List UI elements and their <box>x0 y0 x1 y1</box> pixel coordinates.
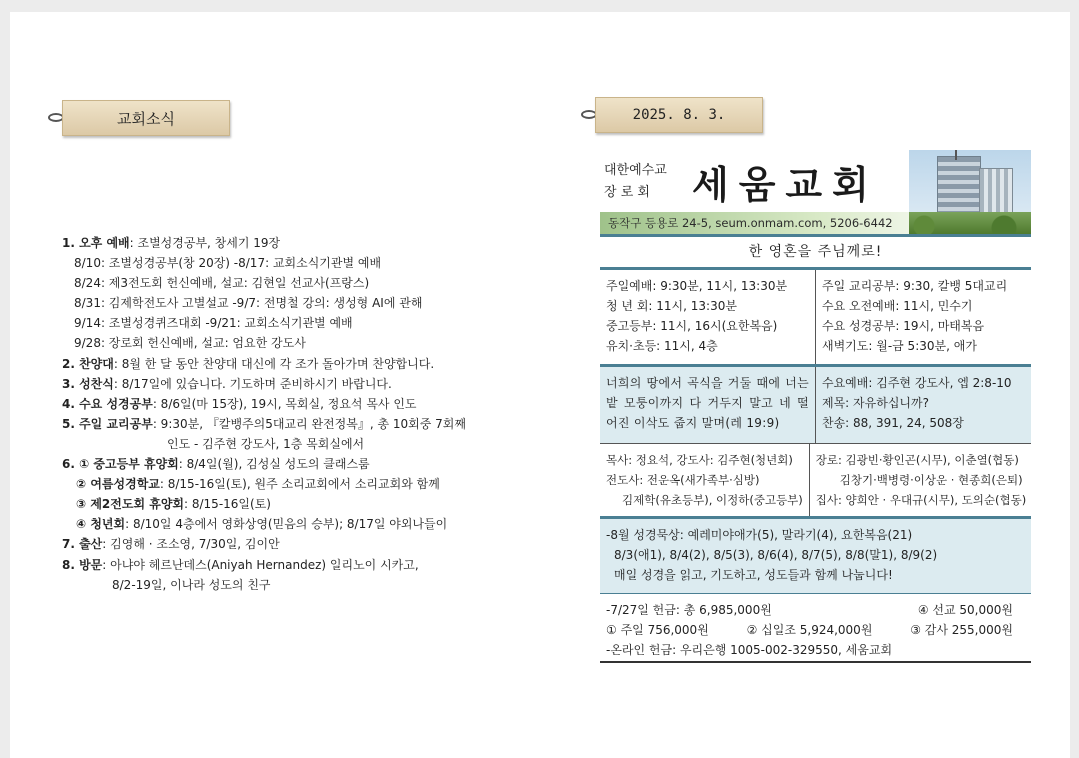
news-item: 1. 오후 예배: 조별성경공부, 창세기 19장 <box>62 236 281 250</box>
church-address: 동작구 등용로 24-5, seum.onmam.com, 5206-6442 <box>600 212 910 234</box>
news-item: 5. 주일 교리공부: 9:30분, 『칼뱅주의5대교리 완전정복』, 총 10회중 7회째 <box>62 416 466 431</box>
bulletin-date: 2025. 8. 3. <box>632 107 726 123</box>
staff-elders: 장로: 김광빈·황인곤(시무), 이춘열(협동) 김창기·백병령·이상운 · 현종희(은퇴) 집사: 양희안 · 우대규(시무), 도의순(협동) <box>809 444 1032 516</box>
news-item: 6. ① 중고등부 휴양회: 8/4일(월), 김성실 성도의 클래스룸 <box>62 457 370 472</box>
section-tab-church-news <box>62 100 230 136</box>
news-item: 8/2-19일, 이나라 성도의 친구 <box>112 577 271 592</box>
church-motto: 한 영혼을 주님께로! <box>600 234 1031 270</box>
online-offering: -온라인 헌금: 우리은행 1005-002-329550, 세움교회 <box>606 643 893 657</box>
offering-items-row: ① 주일 756,000원 ② 십일조 5,924,000원 ③ 감사 255,000원 <box>606 623 1013 637</box>
news-item: 9/14: 조별성경퀴즈대회 -9/21: 교회소식기관별 예배 <box>74 316 353 331</box>
section-title: 교회소식 <box>117 109 175 128</box>
schedule-right: 주일 교리공부: 9:30, 칼뱅 5대교리 수요 오전예배: 11시, 민수기 수요 성경공부: 19시, 마태복음 새벽기도: 월-금 5:30분, 애가 <box>815 270 1031 364</box>
schedule-left: 주일예배: 9:30분, 11시, 13:30분 청 년 회: 11시, 13:30분 중고등부: 11시, 16시(요한복음) 유치·초등: 11시, 4층 <box>606 279 788 353</box>
news-item: 8/10: 조별성경공부(창 20장) -8/17: 교회소식기관별 예배 <box>74 256 382 271</box>
news-item: 8. 방문: 아냐야 헤르난데스(Aniyah Hernandez) 일리노이 시카고, <box>62 557 419 572</box>
news-item: 8/31: 김제학전도사 고별설교 -9/7: 전명철 강의: 생성형 AI에 관해 <box>74 296 423 311</box>
staff-ministers: 목사: 정요석, 강도사: 김주현(청년회) 전도사: 전운옥(새가족부·심방) 김제학(유초등부), 이정하(중고등부) <box>606 453 803 507</box>
church-name: 세움교회 <box>692 162 879 207</box>
bible-reading-plan: -8월 성경묵상: 예레미야애가(5), 말라기(4), 요한복음(21) 8/3(애1), 8/4(2), 8/5(3), 8/6(4), 8/7(5), 8/8(말1), 8/9(2) 매일 성경을 읽고, 기도하고, 성도들과 함께 나눕니다! <box>600 519 1031 594</box>
wednesday-service: 수요예배: 김주현 강도사, 엡 2:8-10 제목: 자유하십니까? 찬송: 88, 391, 24, 508장 <box>815 367 1031 443</box>
news-item: ④ 청년회: 8/10일 4층에서 영화상영(믿음의 승부); 8/17일 야외나들이 <box>76 517 448 532</box>
church-building-image <box>909 150 1031 234</box>
news-item: 4. 수요 성경공부: 8/6일(마 15장), 19시, 목회실, 정요석 목사 인도 <box>62 396 417 411</box>
news-item: 2. 찬양대: 8월 한 달 동안 찬양대 대신에 각 조가 돌아가며 찬양합니다. <box>62 356 435 371</box>
news-item: ② 여름성경학교: 8/15-16일(토), 원주 소리교회에서 소리교회와 함께 <box>76 477 440 492</box>
news-item: 9/28: 장로회 헌신예배, 설교: 엄요한 강도사 <box>74 336 306 351</box>
church-header <box>600 150 1031 234</box>
bible-verse: 너희의 땅에서 곡식을 거둘 때에 너는 밭 모퉁이까지 다 거두지 말고 네 떨어진 이삭도 줍지 말며(레 19:9) <box>606 376 809 430</box>
church-staff <box>600 444 1031 519</box>
denomination: 대한예수교 장 로 회 <box>604 163 667 200</box>
date-tab <box>595 97 763 133</box>
bulletin-front <box>600 150 1031 663</box>
church-news-list <box>62 233 532 595</box>
worship-schedule <box>600 270 1031 367</box>
news-item: 인도 - 김주현 강도사, 1층 목회실에서 <box>167 436 365 451</box>
offering-total-row: -7/27일 헌금: 총 6,985,000원 ④ 선교 50,000원 <box>606 603 1013 617</box>
news-item: 3. 성찬식: 8/17일에 있습니다. 기도하며 준비하시기 바랍니다. <box>62 376 392 391</box>
news-item: 8/24: 제3전도회 헌신예배, 설교: 김현일 선교사(프랑스) <box>74 276 370 291</box>
verse-and-wednesday <box>600 367 1031 444</box>
news-item: ③ 제2전도회 휴양회: 8/15-16일(토) <box>76 497 271 512</box>
offering-report <box>600 594 1031 663</box>
news-item: 7. 출산: 김영해 · 조소영, 7/30일, 김이안 <box>62 537 280 552</box>
